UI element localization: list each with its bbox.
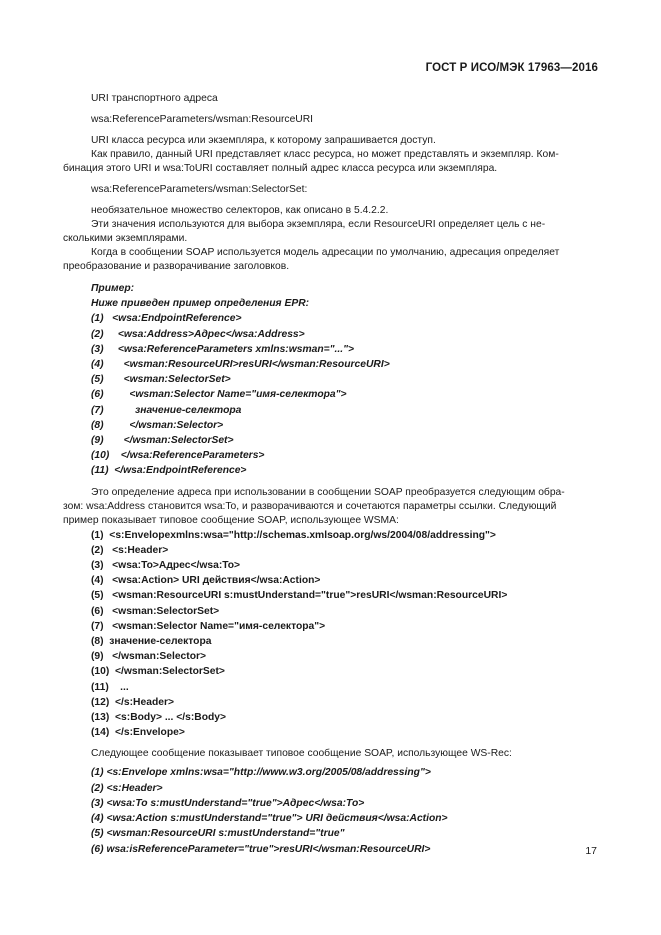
code-line: (13) <s:Body> ... </s:Body> bbox=[91, 712, 227, 724]
code-line: (1) <s:Envelope xmlns:wsa="http://www.w3.org/2005/08/addressing"> bbox=[91, 767, 431, 779]
paragraph: Эти значения используются для выбора экземпляра, если ResourceURI определяет цель с не- bbox=[91, 219, 546, 230]
code-line: (5) <wsman:ResourceURI s:mustUnderstand="true" bbox=[91, 828, 345, 840]
code-line: (12) </s:Header> bbox=[91, 696, 174, 708]
code-line: (5) <wsman:ResourceURI s:mustUnderstand="true">resURI</wsman:ResourceURI> bbox=[91, 590, 508, 602]
paragraph: Когда в сообщении SOAP используется модель адресации по умолчанию, адресация определяет bbox=[91, 247, 560, 258]
paragraph: wsa:ReferenceParameters/wsman:ResourceURI bbox=[91, 114, 314, 125]
code-line: (6) <wsman:SelectorSet> bbox=[91, 605, 220, 617]
code-line: (3) <wsa:To>Адрес</wsa:To> bbox=[91, 560, 241, 572]
paragraph: необязательное множество селекторов, как описано в 5.4.2.2. bbox=[91, 205, 389, 216]
code-line: (4) <wsman:ResourceURI>resURI</wsman:ResourceURI> bbox=[91, 359, 390, 371]
code-line: (7) <wsman:Selector Name="имя-селектора"> bbox=[91, 620, 326, 632]
example-intro: Ниже приведен пример определения EPR: bbox=[91, 298, 310, 310]
code-line: (4) <wsa:Action> URI действия</wsa:Action> bbox=[91, 575, 321, 587]
paragraph: wsa:ReferenceParameters/wsman:SelectorSet: bbox=[91, 184, 308, 195]
code-line: (8) значение-селектора bbox=[91, 636, 212, 648]
code-line: (3) <wsa:To s:mustUnderstand="true">Адрес</wsa:To> bbox=[91, 797, 365, 809]
code-line: (11) ... bbox=[91, 681, 129, 693]
code-line: (14) </s:Envelope> bbox=[91, 727, 185, 739]
code-line: (10) </wsa:ReferenceParameters> bbox=[91, 450, 265, 462]
paragraph: Как правило, данный URI представляет класс ресурса, но может представлять и экземпляр. Ком- bbox=[91, 149, 559, 160]
code-line: (8) </wsman:Selector> bbox=[91, 419, 224, 431]
paragraph: пример показывает типовое сообщение SOAP, использующее WSMA: bbox=[63, 514, 399, 526]
example-label: Пример: bbox=[91, 283, 135, 294]
code-line: (4) <wsa:Action s:mustUnderstand="true"> URI действия</wsa:Action> bbox=[91, 813, 448, 825]
code-line: (1) <s:Envelopexmlns:wsa="http://schemas.xmlsoap.org/ws/2004/08/addressing"> bbox=[91, 529, 496, 541]
code-line: (9) </wsman:Selector> bbox=[91, 651, 207, 663]
page-number: 17 bbox=[585, 845, 597, 857]
paragraph: URI класса ресурса или экземпляра, к которому запрашивается доступ. bbox=[91, 135, 436, 146]
code-line: (2) <s:Header> bbox=[91, 782, 163, 794]
standard-header: ГОСТ Р ИСО/МЭК 17963—2016 bbox=[425, 62, 598, 74]
code-line: (5) <wsman:SelectorSet> bbox=[91, 374, 231, 386]
paragraph: бинация этого URI и wsa:ToURI составляет полный адрес класса ресурса или экземпляра. bbox=[63, 163, 498, 174]
paragraph: преобразование и разворачивание заголовков. bbox=[63, 261, 290, 272]
code-line: (7) значение-селектора bbox=[91, 404, 242, 416]
code-line: (6) <wsman:Selector Name="имя-селектора"> bbox=[91, 389, 347, 401]
code-line: (6) wsa:isReferenceParameter="true">resURI</wsman:ResourceURI> bbox=[91, 843, 431, 855]
code-line: (10) </wsman:SelectorSet> bbox=[91, 666, 225, 678]
paragraph: сколькими экземплярами. bbox=[63, 233, 188, 244]
wsrec-code-block bbox=[91, 765, 599, 856]
code-line: (11) </wsa:EndpointReference> bbox=[91, 465, 247, 477]
code-line: (3) <wsa:ReferenceParameters xmlns:wsman="..."> bbox=[91, 343, 355, 355]
paragraph: Это определение адреса при использовании в сообщении SOAP преобразуется следующим обра- bbox=[91, 486, 565, 498]
code-line: (2) <wsa:Address>Адрес</wsa:Address> bbox=[91, 328, 305, 340]
paragraph: зом: wsa:Address становится wsa:To, и разворачиваются и сочетаются параметры ссылки. Следующий bbox=[63, 500, 557, 512]
wsma-code-block bbox=[91, 528, 599, 741]
paragraph: URI транспортного адреса bbox=[91, 93, 218, 104]
code-line: (9) </wsman:SelectorSet> bbox=[91, 435, 234, 447]
paragraph: Следующее сообщение показывает типовое сообщение SOAP, использующее WS-Rec: bbox=[91, 748, 512, 760]
code-line: (1) <wsa:EndpointReference> bbox=[91, 313, 242, 325]
epr-code-block bbox=[91, 311, 599, 478]
code-line: (2) <s:Header> bbox=[91, 544, 169, 556]
page-content bbox=[63, 92, 599, 857]
